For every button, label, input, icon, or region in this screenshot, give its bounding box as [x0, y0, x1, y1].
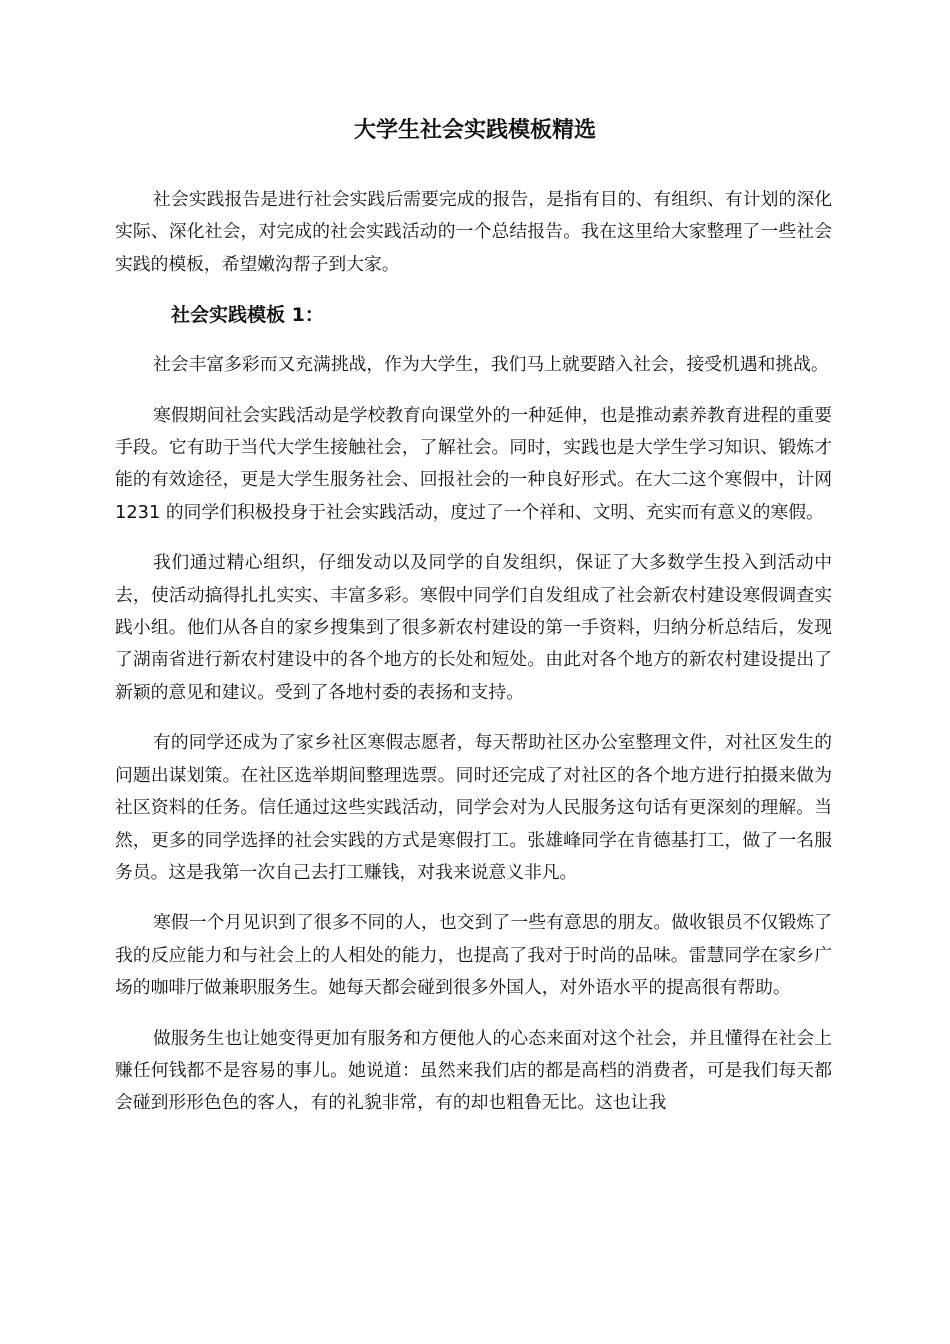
body-paragraph-4: 有的同学还成为了家乡社区寒假志愿者，每天帮助社区办公室整理文件，对社区发生的问题出谋划策。在社区选举期间整理选票。同时还完成了对社区的各个地方进行拍摄来做为社区资料的任务。信任通过这些实践活动，同学会对为人民服务这句话有更深刻的理解。当然，更多的同学选择的社会实践的方式是寒假打工。张雄峰同学在肯德基打工，做了一名服务员。这是我第一次自己去打工赚钱，对我来说意义非凡。 — [115, 732, 832, 883]
body-paragraph-1: 社会丰富多彩而又充满挑战，作为大学生，我们马上就要踏入社会，接受机遇和挑战。 — [153, 354, 829, 376]
body-paragraph-6: 做服务生也让她变得更加有服务和方便他人的心态来面对这个社会，并且懂得在社会上赚任何钱都不是容易的事儿。她说道：虽然来我们店的都是高档的消费者，可是我们每天都会碰到形形色色的客人，有的礼貌非常，有的却也粗鲁无比。这也让我 — [115, 1027, 832, 1114]
intro-paragraph: 社会实践报告是进行社会实践后需要完成的报告，是指有目的、有组织、有计划的深化实际、深化社会，对完成的社会实践活动的一个总结报告。我在这里给大家整理了一些社会实践的模板，希望嫩沟帮子到大家。 — [115, 189, 832, 275]
body-paragraph-3: 我们通过精心组织，仔细发动以及同学的自发组织，保证了大多数学生投入到活动中去，使活动搞得扎扎实实、丰富多彩。寒假中同学们自发组成了社会新农村建设寒假调查实践小组。他们从各自的家乡搜集到了很多新农村建设的第一手资料，归纳分析总结后，发现了湖南省进行新农村建设中的各个地方的长处和短处。由此对各个地方的新农村建设提出了新颖的意见和建议。受到了各地村委的表扬和支持。 — [115, 552, 832, 703]
document-body — [115, 184, 832, 1120]
document-title: 大学生社会实践模板精选 — [353, 118, 596, 143]
body-paragraph-2: 寒假期间社会实践活动是学校教育向课堂外的一种延伸，也是推动素养教育进程的重要手段。它有助于当代大学生接触社会，了解社会。同时，实践也是大学生学习知识、锻炼才能的有效途径，更是大学生服务社会、回报社会的一种良好形式。在大二这个寒假中，计网 1231 的同学们积极投身于社会实践活动，度过了一个祥和、文明、充实而有意义的寒假。 — [115, 404, 832, 523]
section-heading: 社会实践模板 1： — [171, 304, 324, 327]
body-paragraph-5: 寒假一个月见识到了很多不同的人，也交到了一些有意思的朋友。做收银员不仅锻炼了我的反应能力和与社会上的人相处的能力，也提高了我对于时尚的品味。雷慧同学在家乡广场的咖啡厅做兼职服务生。她每天都会碰到很多外国人，对外语水平的提高很有帮助。 — [115, 912, 832, 999]
